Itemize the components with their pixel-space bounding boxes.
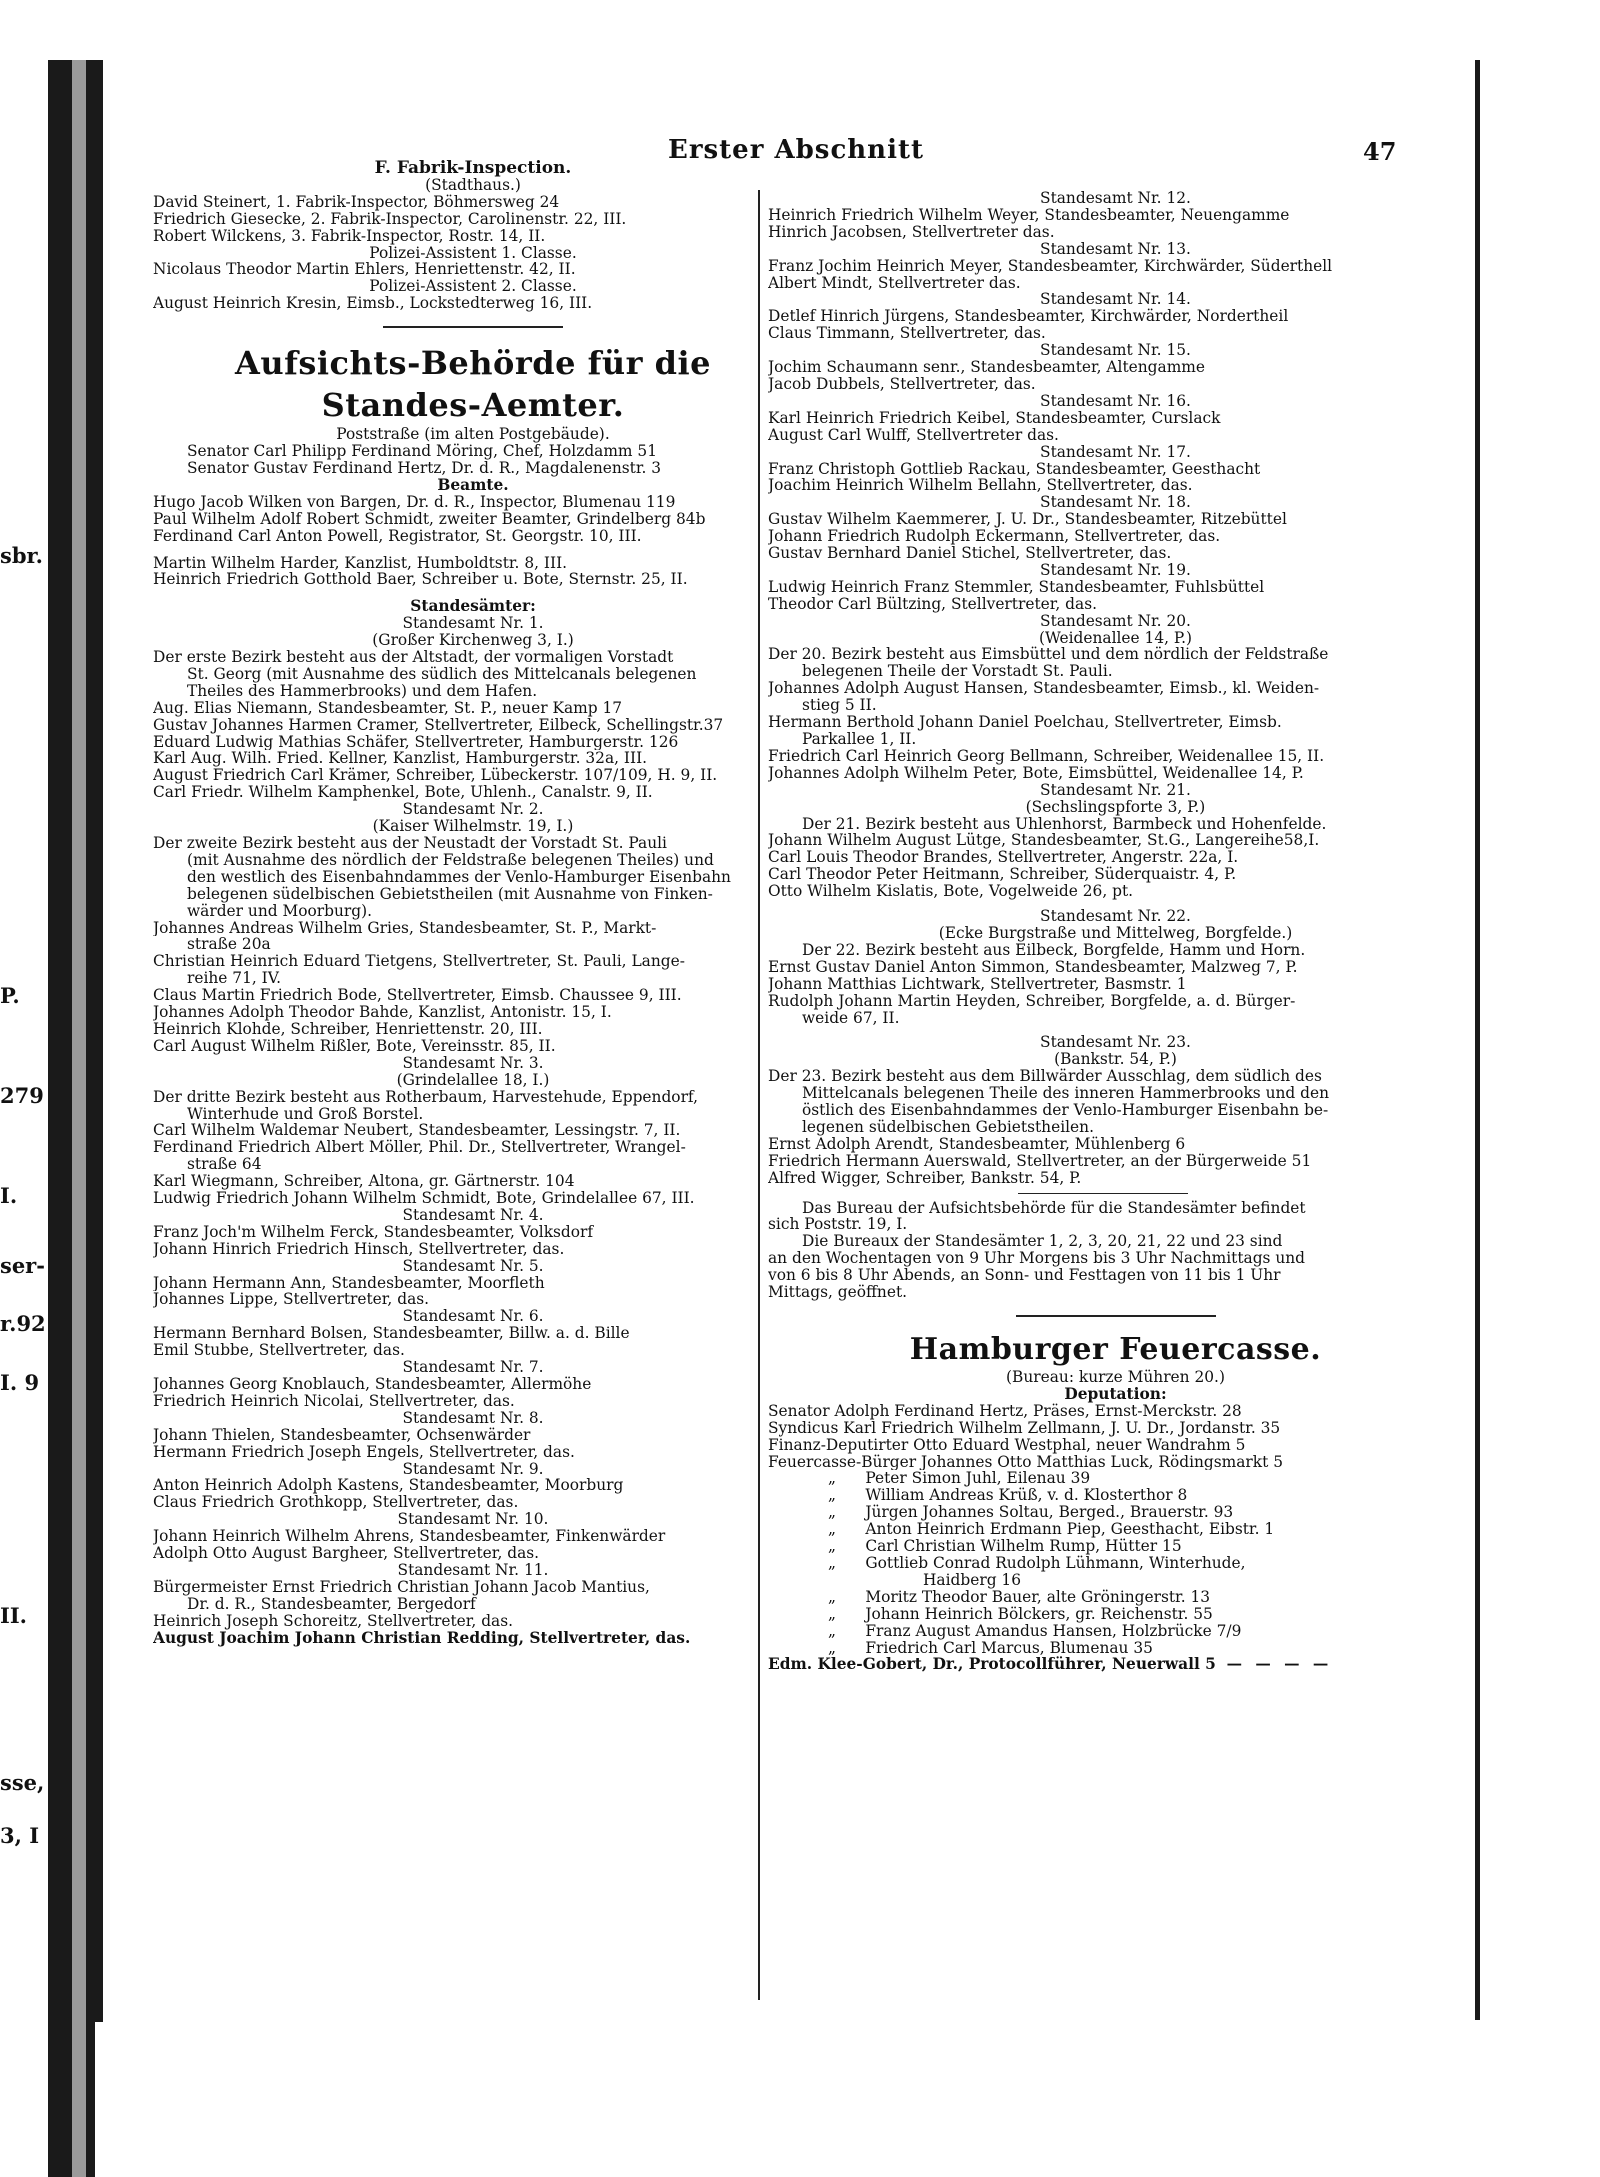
office-note: sich Poststr. 19, I. (768, 1216, 908, 1234)
entry: Emil Stubbe, Stellvertreter, das. (153, 1342, 405, 1360)
district-description: Der 20. Bezirk besteht aus Eimsbüttel und dem nördlich der Feldstraße (768, 646, 1329, 664)
subsection-heading: Beamte. (437, 476, 509, 494)
district-description: belegenen Theile der Vorstadt St. Pauli. (802, 663, 1113, 681)
entry: Senator Carl Philipp Ferdinand Möring, Chef, Holzdamm 51 (187, 443, 658, 460)
entry: Johannes Adolph Wilhelm Peter, Bote, Eimsbüttel, Weidenallee 14, P. (768, 764, 1304, 782)
entry: Heinrich Friedrich Gotthold Baer, Schreiber u. Bote, Sternstr. 25, II. (153, 571, 688, 589)
running-head: Erster Abschnitt (668, 135, 924, 165)
section-subheading: (Bureau: kurze Mühren 20.) (1006, 1369, 1225, 1386)
entry: Friedrich Giesecke, 2. Fabrik-Inspector, Carolinenstr. 22, III. (153, 210, 627, 228)
district-description: Theiles des Hammerbrooks) und dem Hafen. (187, 682, 538, 700)
entry: Albert Mindt, Stellvertreter das. (768, 274, 1021, 292)
office-heading: Standesamt Nr. 9. (402, 1460, 544, 1478)
office-heading: Standesamt Nr. 23. (1040, 1034, 1191, 1052)
entry: Gustav Bernhard Daniel Stichel, Stellvertreter, das. (768, 545, 1172, 562)
office-heading: Standesamt Nr. 14. (1040, 291, 1191, 309)
subsection-heading: Polizei-Assistent 1. Classe. (369, 244, 577, 262)
office-heading: Standesamt Nr. 1. (402, 615, 544, 633)
entry: Rudolph Johann Martin Heyden, Schreiber, Borgfelde, a. d. Bürger- (768, 992, 1296, 1010)
ditto-mark: „ (828, 1487, 836, 1505)
ditto-entry: „ William Andreas Krüß, v. d. Klosterthor 8 (828, 1487, 1188, 1505)
entry: Heinrich Friedrich Wilhelm Weyer, Standesbeamter, Neuengamme (768, 206, 1290, 224)
office-heading: Standesamt Nr. 6. (402, 1308, 544, 1326)
entry: August Heinrich Kresin, Eimsb., Lockstedterweg 16, III. (153, 295, 593, 313)
ditto-entry: „ Franz August Amandus Hansen, Holzbrücke 7/9 (828, 1622, 1242, 1640)
entry: Johann Heinrich Wilhelm Ahrens, Standesbeamter, Finkenwärder (153, 1528, 666, 1546)
page-number: 47 (1363, 137, 1397, 166)
left-column (153, 160, 793, 1647)
section-rule (383, 326, 563, 328)
ditto-entry: „ Carl Christian Wilhelm Rump, Hütter 15 (828, 1538, 1182, 1555)
district-description: Der 23. Bezirk besteht aus dem Billwärder Ausschlag, dem südlich des (768, 1068, 1322, 1086)
margin-fragment: ser- (0, 1253, 45, 1278)
entry: Franz Christoph Gottlieb Rackau, Standesbeamter, Geesthacht (768, 460, 1261, 478)
entry: Johannes Lippe, Stellvertreter, das. (153, 1291, 430, 1309)
entry: Karl Heinrich Friedrich Keibel, Standesbeamter, Curslack (768, 409, 1221, 427)
margin-fragment: r.92 (0, 1311, 46, 1336)
ditto-mark: „ (828, 1639, 836, 1657)
office-heading: Standesamt Nr. 4. (402, 1206, 544, 1224)
office-heading: Standesamt Nr. 2. (402, 801, 544, 819)
section-subheading: Poststraße (im alten Postgebäude). (336, 426, 610, 444)
office-heading: Standesamt Nr. 13. (1040, 240, 1191, 258)
entry: David Steinert, 1. Fabrik-Inspector, Böhmersweg 24 (153, 193, 560, 211)
office-heading: Standesamt Nr. 15. (1040, 342, 1191, 360)
ditto-entry: „ Moritz Theodor Bauer, alte Gröningerstr. 13 (828, 1588, 1211, 1606)
ditto-entry: „ Anton Heinrich Erdmann Piep, Geesthacht, Eibstr. 1 (828, 1521, 1275, 1539)
entry: Detlef Hinrich Jürgens, Standesbeamter, Kirchwärder, Nordertheil (768, 308, 1289, 326)
entry: Edm. Klee-Gobert, Dr., Protocollführer, Neuerwall 5 — — — — (768, 1656, 1333, 1674)
subsection-heading: Deputation: (1064, 1385, 1167, 1403)
office-heading: Standesamt Nr. 3. (402, 1054, 544, 1072)
entry: Carl August Wilhelm Rißler, Bote, Vereinsstr. 85, II. (153, 1037, 556, 1055)
margin-fragment: sse, (0, 1770, 45, 1795)
book-gutter (72, 60, 86, 2177)
office-heading: Standesamt Nr. 12. (1040, 190, 1191, 207)
entry: August Joachim Johann Christian Redding, Stellvertreter, das. (153, 1629, 691, 1647)
office-address: (Sechslingspforte 3, P.) (1025, 798, 1206, 816)
margin-fragment: I. (0, 1183, 18, 1208)
entry: Karl Wiegmann, Schreiber, Altona, gr. Gärtnerstr. 104 (153, 1173, 575, 1191)
district-description: Mittelcanals belegenen Theile des inneren Hammerbrooks und den (802, 1085, 1330, 1103)
entry-continuation: Parkallee 1, II. (802, 731, 917, 748)
ditto-mark: „ (828, 1554, 836, 1572)
ditto-mark: „ (828, 1521, 836, 1539)
office-heading: Standesamt Nr. 17. (1040, 443, 1191, 461)
entry: Senator Gustav Ferdinand Hertz, Dr. d. R., Magdalenenstr. 3 (187, 459, 662, 477)
entry: Senator Adolph Ferdinand Hertz, Präses, Ernst-Merckstr. 28 (768, 1402, 1242, 1420)
entry: Joachim Heinrich Wilhelm Bellahn, Stellvertreter, das. (768, 477, 1193, 495)
entry: Franz Jochim Heinrich Meyer, Standesbeamter, Kirchwärder, Süderthell (768, 257, 1333, 275)
entry: Otto Wilhelm Kislatis, Bote, Vogelweide 26, pt. (768, 883, 1134, 901)
office-address: (Großer Kirchenweg 3, I.) (372, 632, 574, 650)
office-heading: Standesamt Nr. 18. (1040, 494, 1191, 512)
entry: Theodor Carl Bültzing, Stellvertreter, das. (768, 595, 1098, 613)
entry: Friedrich Heinrich Nicolai, Stellvertreter, das. (153, 1392, 515, 1410)
section-heading: F. Fabrik-Inspection. (374, 160, 572, 177)
entry: Carl Wilhelm Waldemar Neubert, Standesbeamter, Lessingstr. 7, II. (153, 1122, 681, 1140)
district-description: Der dritte Bezirk besteht aus Rotherbaum, Harvestehude, Eppendorf, (153, 1088, 698, 1106)
office-address: (Ecke Burgstraße und Mittelweg, Borgfelde.) (938, 924, 1293, 942)
district-description: wärder und Moorburg). (187, 902, 373, 920)
office-address: (Kaiser Wilhelmstr. 19, I.) (372, 818, 574, 835)
entry: Karl Aug. Wilh. Fried. Kellner, Kanzlist, Hamburgerstr. 32a, III. (153, 750, 648, 768)
entry: Jacob Dubbels, Stellvertreter, das. (768, 375, 1036, 393)
ditto-entry: „ Jürgen Johannes Soltau, Berged., Brauerstr. 93 (828, 1504, 1234, 1522)
ditto-entry: „ Peter Simon Juhl, Eilenau 39 (828, 1470, 1091, 1488)
office-address: (Grindelallee 18, I.) (396, 1071, 550, 1089)
entry-continuation: weide 67, II. (802, 1009, 900, 1027)
entry: Carl Friedr. Wilhelm Kamphenkel, Bote, Uhlenh., Canalstr. 9, II. (153, 784, 653, 802)
section-rule (1016, 1315, 1216, 1317)
section-subheading: (Stadthaus.) (425, 176, 521, 194)
entry: Johann Thielen, Standesbeamter, Ochsenwärder (153, 1426, 531, 1444)
entry: Alfred Wigger, Schreiber, Bankstr. 54, P. (768, 1169, 1082, 1187)
entry: Nicolaus Theodor Martin Ehlers, Henriettenstr. 42, II. (153, 261, 576, 279)
entry: Johann Wilhelm August Lütge, Standesbeamter, St.G., Langereihe58,I. (768, 832, 1320, 850)
office-heading: Standesamt Nr. 8. (402, 1409, 544, 1427)
entry: Hermann Friedrich Joseph Engels, Stellvertreter, das. (153, 1443, 575, 1461)
entry: Franz Joch'm Wilhelm Ferck, Standesbeamter, Volksdorf (153, 1223, 594, 1241)
entry-continuation: straße 64 (187, 1156, 262, 1174)
entry: Christian Heinrich Eduard Tietgens, Stellvertreter, St. Pauli, Lange- (153, 953, 685, 971)
entry: Carl Theodor Peter Heitmann, Schreiber, Süderquaistr. 4, P. (768, 866, 1237, 884)
office-note: Mittags, geöffnet. (768, 1284, 908, 1301)
entry: Johannes Adolph Theodor Bahde, Kanzlist, Antonistr. 15, I. (153, 1004, 612, 1021)
office-heading: Standesamt Nr. 7. (402, 1359, 544, 1376)
section-title: Aufsichts-Behörde für die Standes-Aemter. (234, 344, 712, 425)
district-description: (mit Ausnahme des nördlich der Feldstraße belegenen Theiles) und (187, 851, 714, 869)
entry: Feuercasse-Bürger Johannes Otto Matthias Luck, Rödingsmarkt 5 (768, 1453, 1283, 1471)
entry: Ludwig Heinrich Franz Stemmler, Standesbeamter, Fuhlsbüttel (768, 578, 1265, 596)
office-note: Die Bureaux der Standesämter 1, 2, 3, 20, 21, 22 und 23 sind (802, 1233, 1283, 1251)
office-heading: Standesamt Nr. 19. (1040, 561, 1191, 579)
margin-fragment: sbr. (0, 543, 43, 568)
entry: Hermann Berthold Johann Daniel Poelchau, Stellvertreter, Eimsb. (768, 714, 1282, 731)
entry: Robert Wilckens, 3. Fabrik-Inspector, Rostr. 14, II. (153, 227, 546, 245)
ditto-mark: „ (828, 1538, 836, 1555)
district-description: St. Georg (mit Ausnahme des südlich des Mittelcanals belegenen (187, 665, 697, 683)
office-note: an den Wochentagen von 9 Uhr Morgens bis 3 Uhr Nachmittags und (768, 1250, 1306, 1268)
entry: Ferdinand Carl Anton Powell, Registrator, St. Georgstr. 10, III. (153, 527, 642, 545)
entry: Carl Louis Theodor Brandes, Stellvertreter, Angerstr. 22a, I. (768, 849, 1239, 867)
ditto-mark: „ (828, 1588, 836, 1606)
entry: Bürgermeister Ernst Friedrich Christian Johann Jacob Mantius, (153, 1578, 650, 1596)
district-description: Der 21. Bezirk besteht aus Uhlenhorst, Barmbeck und Hohenfelde. (802, 815, 1327, 833)
ditto-mark: „ (828, 1605, 836, 1623)
district-description: Der 22. Bezirk besteht aus Eilbeck, Borgfelde, Hamm und Horn. (802, 941, 1306, 959)
entry: Johannes Adolph August Hansen, Standesbeamter, Eimsb., kl. Weiden- (768, 680, 1320, 698)
margin-fragment: P. (0, 983, 20, 1008)
entry: Adolph Otto August Barghеer, Stellvertreter, das. (153, 1545, 540, 1562)
entry: Claus Friedrich Grothkopp, Stellvertreter, das. (153, 1494, 519, 1512)
district-description: legenen südelbischen Gebietstheilen. (802, 1118, 1094, 1136)
entry: Friedrich Carl Heinrich Georg Bellmann, Schreiber, Weidenallee 15, II. (768, 747, 1325, 765)
entry: Ferdinand Friedrich Albert Möller, Phil. Dr., Stellvertreter, Wrangel- (153, 1139, 686, 1157)
entry: August Carl Wulff, Stellvertreter das. (768, 426, 1059, 444)
entry: Johann Hermann Ann, Standesbeamter, Moorfleth (153, 1274, 545, 1292)
entry: Gustav Wilhelm Kaemmerer, J. U. Dr., Standesbeamter, Ritzebüttel (768, 511, 1287, 529)
entry: Heinrich Klohde, Schreiber, Henriettenstr. 20, III. (153, 1020, 543, 1038)
ditto-mark: „ (828, 1504, 836, 1522)
entry: Johannes Georg Knoblauch, Standesbeamter, Allermöhe (153, 1376, 592, 1393)
office-note: Das Bureau der Aufsichtsbehörde für die Standesämter befindet (802, 1199, 1306, 1217)
entry: Syndicus Karl Friedrich Wilhelm Zellmann, J. U. Dr., Jordanstr. 35 (768, 1419, 1281, 1437)
margin-fragment: 279 (0, 1083, 44, 1108)
entry: Hermann Bernhard Bolsen, Standesbeamter, Billw. a. d. Bille (153, 1325, 630, 1343)
entry-continuation: Dr. d. R., Standesbeamter, Bergedorf (187, 1595, 476, 1613)
entry-continuation: Haidberg 16 (923, 1571, 1022, 1589)
entry-continuation: reihe 71, IV. (187, 970, 282, 988)
entry: Johann Matthias Lichtwark, Stellvertreter, Basmstr. 1 (768, 975, 1187, 993)
note-rule (1018, 1193, 1188, 1194)
entry: Anton Heinrich Adolph Kastens, Standesbeamter, Moorburg (153, 1477, 624, 1495)
entry: Gustav Johannes Harmen Cramer, Stellvertreter, Eilbeck, Schellingstr.37 (153, 716, 724, 734)
entry: Martin Wilhelm Harder, Kanzlist, Humboldtstr. 8, III. (153, 554, 568, 572)
subsection-heading: Polizei-Assistent 2. Classe. (369, 278, 577, 296)
ditto-mark: „ (828, 1622, 836, 1640)
section-title: Hamburger Feuercasse. (909, 1332, 1322, 1367)
entry: Friedrich Hermann Auerswald, Stellvertreter, an der Bürgerweide 51 (768, 1152, 1312, 1170)
entry: Claus Martin Friedrich Bode, Stellvertreter, Eimsb. Chaussee 9, III. (153, 987, 682, 1005)
entry: Eduard Ludwig Mathias Schäfer, Stellvertreter, Hamburgerstr. 126 (153, 733, 679, 751)
entry: Johannes Andreas Wilhelm Gries, Standesbeamter, St. P., Markt- (153, 919, 657, 937)
office-address: (Weidenallee 14, P.) (1038, 629, 1193, 647)
entry-continuation: stieg 5 II. (802, 697, 877, 715)
office-address: (Bankstr. 54, P.) (1054, 1051, 1177, 1069)
entry: Ludwig Friedrich Johann Wilhelm Schmidt, Bote, Grindelallee 67, III. (153, 1190, 695, 1207)
margin-fragment: II. (0, 1603, 27, 1628)
ditto-entry: „ Gottlieb Conrad Rudolph Lühmann, Winterhude, (828, 1554, 1246, 1572)
district-description: den westlich des Eisenbahndammes der Venlo-Hamburger Eisenbahn (187, 868, 731, 886)
office-heading: Standesamt Nr. 16. (1040, 392, 1191, 410)
district-description: Winterhude und Groß Borstel. (187, 1105, 424, 1123)
entry: Finanz-Deputirter Otto Eduard Westphal, neuer Wandrahm 5 (768, 1436, 1246, 1454)
district-description: Der zweite Bezirk besteht aus der Neustadt der Vorstadt St. Pauli (153, 835, 667, 852)
entry: Hinrich Jacobsen, Stellvertreter das. (768, 223, 1055, 241)
margin-fragment: I. 9 (0, 1370, 40, 1395)
entry: Paul Wilhelm Adolf Robert Schmidt, zweiter Beamter, Grindelberg 84b (153, 510, 706, 528)
ditto-mark: „ (828, 1470, 836, 1488)
entry: Heinrich Joseph Schoreitz, Stellvertreter, das. (153, 1612, 514, 1630)
ditto-entry: „ Friedrich Carl Marcus, Blumenau 35 (828, 1639, 1153, 1657)
entry: Johann Hinrich Friedrich Hinsch, Stellvertreter, das. (153, 1240, 565, 1258)
office-heading: Standesamt Nr. 20. (1040, 612, 1191, 630)
margin-fragment: 3, I (0, 1823, 40, 1848)
district-description: Der erste Bezirk besteht aus der Altstadt, der vormaligen Vorstadt (153, 649, 674, 666)
entry-continuation: straße 20a (187, 936, 271, 954)
scan-margin (95, 2022, 1480, 2177)
entry: August Friedrich Carl Krämer, Schreiber, Lübeckerstr. 107/109, H. 9, II. (153, 767, 718, 785)
district-description: belegenen südelbischen Gebietstheilen (mit Ausnahme von Finken- (187, 885, 713, 903)
office-heading: Standesamt Nr. 11. (397, 1561, 549, 1579)
entry: Ernst Gustav Daniel Anton Simmon, Standesbeamter, Malzweg 7, P. (768, 958, 1298, 976)
dash-rule: — — — — (1226, 1656, 1333, 1674)
office-heading: Standesamt Nr. 22. (1040, 908, 1191, 925)
right-column (768, 190, 1463, 1673)
office-heading: Standesamt Nr. 21. (1040, 781, 1191, 799)
book-page (103, 60, 1480, 2020)
office-note: von 6 bis 8 Uhr Abends, an Sonn- und Festtagen von 11 bis 1 Uhr (768, 1267, 1281, 1285)
entry: Ernst Adolph Arendt, Standesbeamter, Mühlenberg 6 (768, 1135, 1186, 1153)
district-description: östlich des Eisenbahndammes der Venlo-Hamburger Eisenbahn be- (802, 1102, 1329, 1119)
subsection-heading: Standesämter: (410, 598, 536, 616)
entry: Aug. Elias Niemann, Standesbeamter, St. P., neuer Kamp 17 (153, 699, 623, 717)
ditto-entry: „ Johann Heinrich Bölckers, gr. Reichenstr. 55 (828, 1605, 1213, 1623)
office-heading: Standesamt Nr. 10. (397, 1511, 549, 1529)
entry: Jochim Schaumann senr., Standesbeamter, Altengamme (768, 359, 1206, 376)
entry: Johann Friedrich Rudolph Eckermann, Stellvertreter, das. (768, 528, 1221, 546)
entry: Hugo Jacob Wilken von Bargen, Dr. d. R., Inspector, Blumenau 119 (153, 493, 676, 511)
entry: Claus Timmann, Stellvertreter, das. (768, 325, 1046, 343)
office-heading: Standesamt Nr. 5. (402, 1257, 544, 1275)
